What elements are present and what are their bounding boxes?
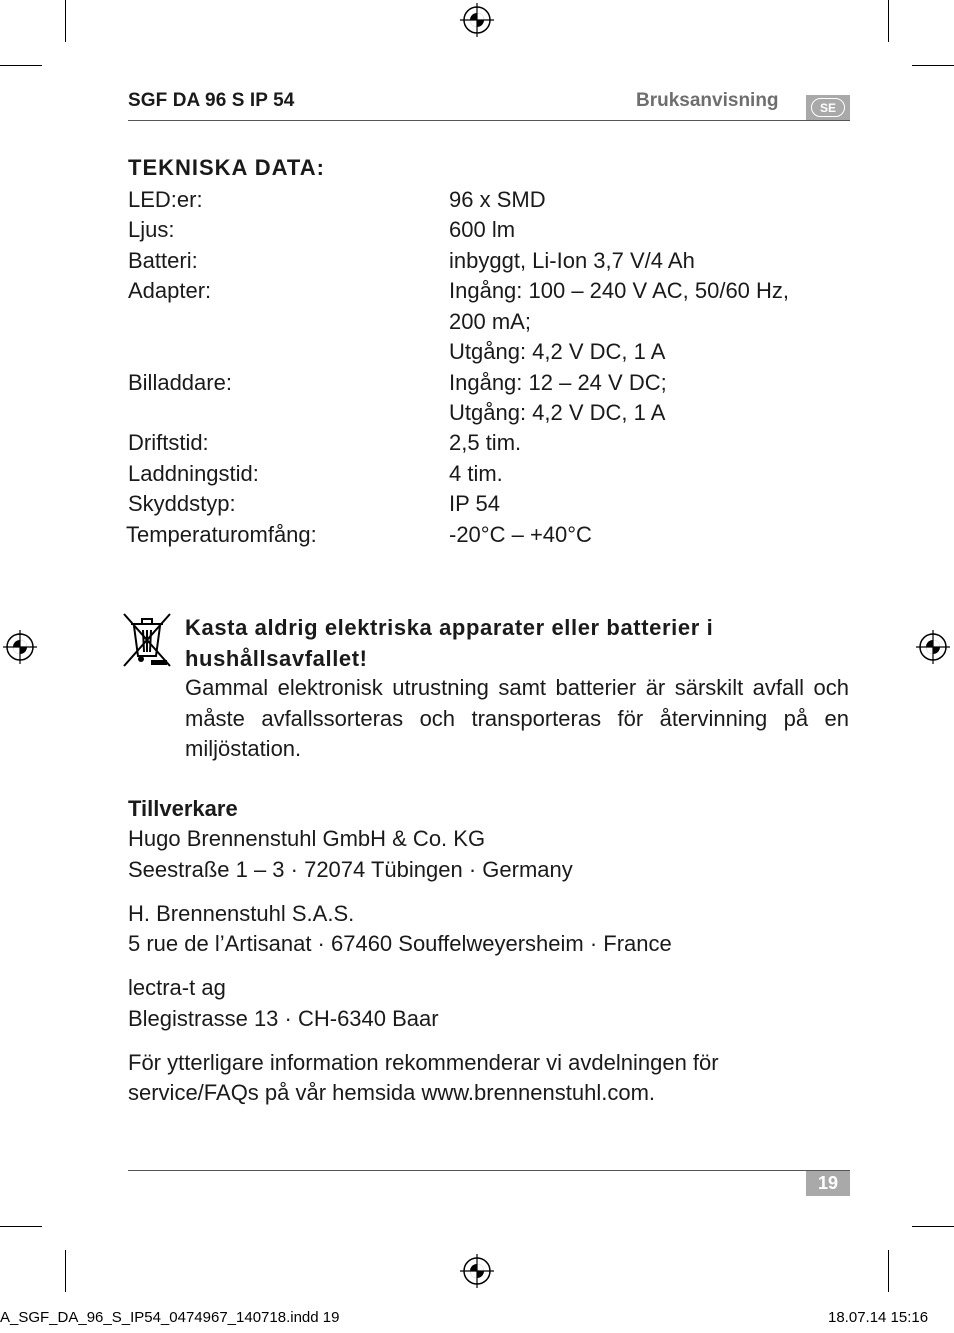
crop-mark [0, 65, 42, 66]
header-divider [128, 120, 850, 121]
company-name: lectra-t ag [128, 975, 226, 1000]
registration-mark-icon [460, 1254, 494, 1288]
spec-value: inbyggt, Li-Ion 3,7 V/4 Ah [449, 248, 695, 273]
spec-label: Driftstid: [128, 430, 209, 455]
company-address: 5 rue de l’Artisanat · 67460 Souffelweyersheim · France [128, 931, 672, 956]
spec-label: Laddningstid: [128, 461, 259, 486]
spec-value: Utgång: 4,2 V DC, 1 A [449, 339, 666, 364]
footer-divider [128, 1170, 850, 1171]
spec-value: Utgång: 4,2 V DC, 1 A [449, 400, 666, 425]
spec-value: 2,5 tim. [449, 430, 522, 455]
spec-value: 200 mA; [449, 309, 531, 334]
info-text: service/FAQs på vår hemsida www.brennenstuhl.com. [128, 1080, 656, 1105]
crop-mark [888, 1250, 889, 1292]
spec-label: Temperaturomfång: [126, 522, 317, 547]
model-name: SGF DA 96 S IP 54 [128, 90, 295, 111]
spec-label: LED:er: [128, 187, 203, 212]
page-number: 19 [806, 1171, 850, 1196]
crop-mark [912, 65, 954, 66]
language-badge: SE [811, 98, 845, 117]
manufacturer-heading: Tillverkare [128, 796, 238, 821]
print-slug-file: A_SGF_DA_96_S_IP54_0474967_140718.indd 19 [0, 1309, 340, 1326]
spec-value: 96 x SMD [449, 187, 546, 212]
crop-mark [912, 1226, 954, 1227]
company-name: H. Brennenstuhl S.A.S. [128, 901, 355, 926]
company-address: Seestraße 1 – 3 · 72074 Tübingen · Germany [128, 857, 573, 882]
spec-label: Billaddare: [128, 370, 232, 395]
crop-mark [0, 1226, 42, 1227]
crop-mark [888, 0, 889, 42]
disposal-warning-text: Gammal elektronisk utrustning samt batterier är särskilt avfall och måste avfallssorteras och transporteras för återvinning på en miljöstation. [185, 675, 849, 761]
section-title: Bruksanvisning [636, 90, 779, 111]
spec-value: Ingång: 100 – 240 V AC, 50/60 Hz, [449, 278, 790, 303]
spec-value: 600 lm [449, 217, 516, 242]
spec-value: -20°C – +40°C [449, 522, 592, 547]
print-slug-date: 18.07.14 15:16 [828, 1309, 929, 1326]
spec-value: IP 54 [449, 491, 500, 516]
crossed-out-wheelie-bin-icon [121, 612, 173, 668]
spec-label: Adapter: [128, 278, 212, 303]
crop-mark [65, 0, 66, 42]
spec-value: Ingång: 12 – 24 V DC; [449, 370, 667, 395]
spec-label: Skyddstyp: [128, 491, 236, 516]
company-name: Hugo Brennenstuhl GmbH & Co. KG [128, 826, 486, 851]
spec-label: Batteri: [128, 248, 198, 273]
disposal-warning-title: Kasta aldrig elektriska apparater eller batterier i hushållsavfallet! [185, 615, 714, 671]
registration-mark-icon [460, 3, 494, 37]
spec-label: Ljus: [128, 217, 175, 242]
registration-mark-icon [3, 630, 37, 664]
crop-mark [65, 1250, 66, 1292]
spec-value: 4 tim. [449, 461, 503, 486]
specs-heading: TEKNISKA DATA: [128, 155, 325, 180]
company-address: Blegistrasse 13 · CH-6340 Baar [128, 1006, 439, 1031]
info-text: För ytterligare information rekommenderar vi avdelningen för [128, 1050, 719, 1075]
registration-mark-icon [916, 630, 950, 664]
